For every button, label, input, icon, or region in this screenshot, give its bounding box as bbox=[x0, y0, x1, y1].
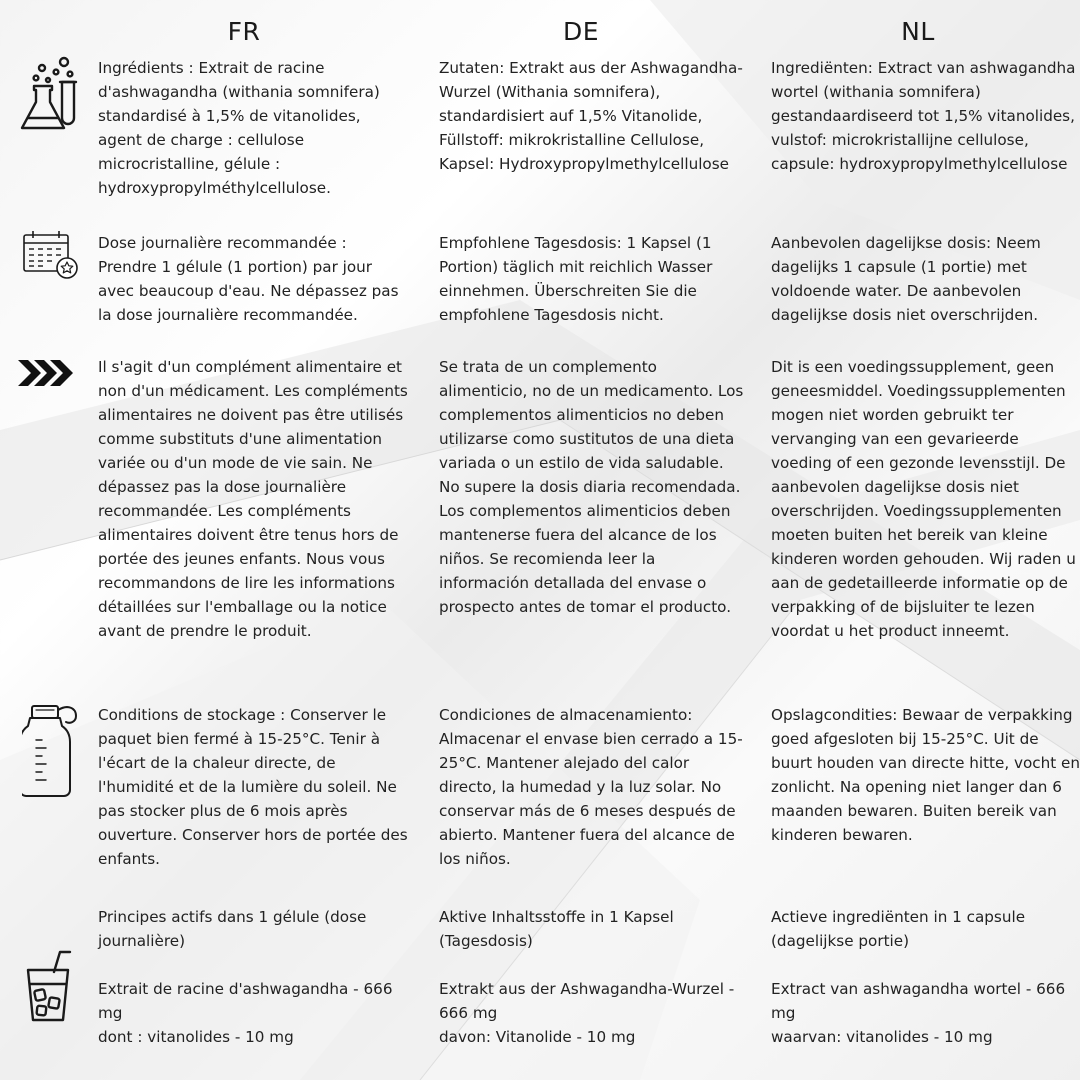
bottle-icon bbox=[22, 702, 80, 800]
storage-nl bbox=[771, 703, 1080, 847]
actives-heading-de: Aktive Inhaltsstoffe in 1 Kapsel (Tagesdosis) bbox=[439, 908, 674, 950]
ingredients-text-de: Zutaten: Extrakt aus der Ashwagandha-Wurzel (Withania somnifera), standardisiert auf 1,5% Vitanolide, Füllstoff: mikrokristalline Cellulose, Kapsel: Hydroxypropylmethylcellulose bbox=[439, 59, 743, 173]
column-header-fr: FR bbox=[227, 17, 261, 46]
warning-text-fr: Il s'agit d'un complément alimentaire et non d'un médicament. Les compléments alimentaires ne doivent pas être utilisés comme substituts d'une alimentation variée ou d'un mode de vie sain. Ne dépassez pas la dose journalière recommandée. Les compléments alimentaires doivent être tenus hors de portée des jeunes enfants. Nous vous recommandons de lire les informations détaillées sur l'emballage ou la notice avant de prendre le produit. bbox=[98, 358, 408, 640]
warning-text-de: Se trata de un complemento alimenticio, no de un medicamento. Los complementos alimenticios no deben utilizarse como sustitutos de una dieta variada o un estilo de vida saludable. No supere la dosis diaria recomendada. Los complementos alimenticios deben mantenerse fuera del alcance de los niños. Se recomienda leer la información detallada del envase o prospecto antes de tomar el producto. bbox=[439, 358, 744, 616]
storage-de bbox=[439, 703, 749, 871]
drink-glass-icon bbox=[24, 948, 76, 1024]
ingredients-text-nl: Ingrediënten: Extract van ashwagandha wortel (withania somnifera) gestandaardiseerd tot 1,5% vitanolides, vulstof: microkristallijne cellulose, capsule: hydroxypropylmethylcellulose bbox=[771, 59, 1076, 173]
dose-nl bbox=[771, 231, 1080, 327]
ingredients-nl bbox=[771, 56, 1080, 176]
actives-heading-fr: Principes actifs dans 1 gélule (dose journalière) bbox=[98, 908, 367, 950]
lab-flask-icon bbox=[20, 56, 80, 136]
storage-text-de: Condiciones de almacenamiento: Almacenar el envase bien cerrado a 15-25°C. Mantener alejado del calor directo, la humedad y la luz solar. No conservar más de 6 meses después de abierto. Mantener fuera del alcance de los niños. bbox=[439, 706, 743, 868]
dose-text-fr: Dose journalière recommandée : Prendre 1 gélule (1 portion) par jour avec beaucoup d'eau. Ne dépassez pas la dose journalière recommandée. bbox=[98, 234, 399, 324]
actives-line1-de: Extrakt aus der Ashwagandha-Wurzel - 666 mg bbox=[439, 980, 735, 1022]
actives-line1-nl: Extract van ashwagandha wortel - 666 mg bbox=[771, 980, 1066, 1022]
actives-line2-nl: waarvan: vitanolides - 10 mg bbox=[771, 1028, 993, 1046]
ingredients-text-fr: Ingrédients : Extrait de racine d'ashwagandha (withania somnifera) standardisé à 1,5% de vitanolides, agent de charge : cellulose microcristalline, gélule : hydroxypropylméthylcellulose. bbox=[98, 59, 380, 197]
dose-text-de: Empfohlene Tagesdosis: 1 Kapsel (1 Portion) täglich mit reichlich Wasser einnehmen. Überschreiten Sie die empfohlene Tagesdosis nicht. bbox=[439, 234, 713, 324]
column-header-nl: NL bbox=[901, 17, 935, 46]
actives-de bbox=[439, 905, 749, 1049]
dose-de bbox=[439, 231, 749, 327]
actives-nl bbox=[771, 905, 1080, 1049]
warning-de bbox=[439, 355, 749, 619]
warning-nl bbox=[771, 355, 1080, 643]
dose-fr bbox=[98, 231, 408, 327]
dose-text-nl: Aanbevolen dagelijkse dosis: Neem dagelijks 1 capsule (1 portie) met voldoende water. De aanbevolen dagelijkse dosis niet overschrijden. bbox=[771, 234, 1041, 324]
warning-text-nl: Dit is een voedingssupplement, geen geneesmiddel. Voedingssupplementen mogen niet worden gebruikt ter vervanging van een gevarieerde voeding of een gezonde levensstijl. De aanbevolen dagelijkse dosis niet overschrijden. Voedingssupplementen moeten buiten het bereik van kleine kinderen worden gehouden. Wij raden u aan de gedetailleerde informatie op de verpakking of de bijsluiter te lezen voordat u het product inneemt. bbox=[771, 358, 1076, 640]
ingredients-fr bbox=[98, 56, 408, 200]
actives-line2-de: davon: Vitanolide - 10 mg bbox=[439, 1028, 636, 1046]
actives-line2-fr: dont : vitanolides - 10 mg bbox=[98, 1028, 294, 1046]
actives-heading-nl: Actieve ingrediënten in 1 capsule (dagelijkse portie) bbox=[771, 908, 1026, 950]
actives-fr bbox=[98, 905, 408, 1049]
storage-text-nl: Opslagcondities: Bewaar de verpakking goed afgesloten bij 15-25°C. Uit de buurt houden van directe hitte, vocht en zonlicht. Na opening niet langer dan 6 maanden bewaren. Buiten bereik van kinderen bewaren. bbox=[771, 706, 1080, 844]
column-header-de: DE bbox=[562, 17, 600, 46]
calendar-star-icon bbox=[22, 230, 80, 280]
triple-chevron-icon bbox=[18, 358, 74, 388]
warning-fr bbox=[98, 355, 408, 643]
ingredients-de bbox=[439, 56, 749, 176]
actives-line1-fr: Extrait de racine d'ashwagandha - 666 mg bbox=[98, 980, 393, 1022]
storage-fr bbox=[98, 703, 408, 871]
storage-text-fr: Conditions de stockage : Conserver le paquet bien fermé à 15-25°C. Tenir à l'écart de la chaleur directe, de l'humidité et de la lumière du soleil. Ne pas stocker plus de 6 mois après ouverture. Conserver hors de portée des enfants. bbox=[98, 706, 408, 868]
